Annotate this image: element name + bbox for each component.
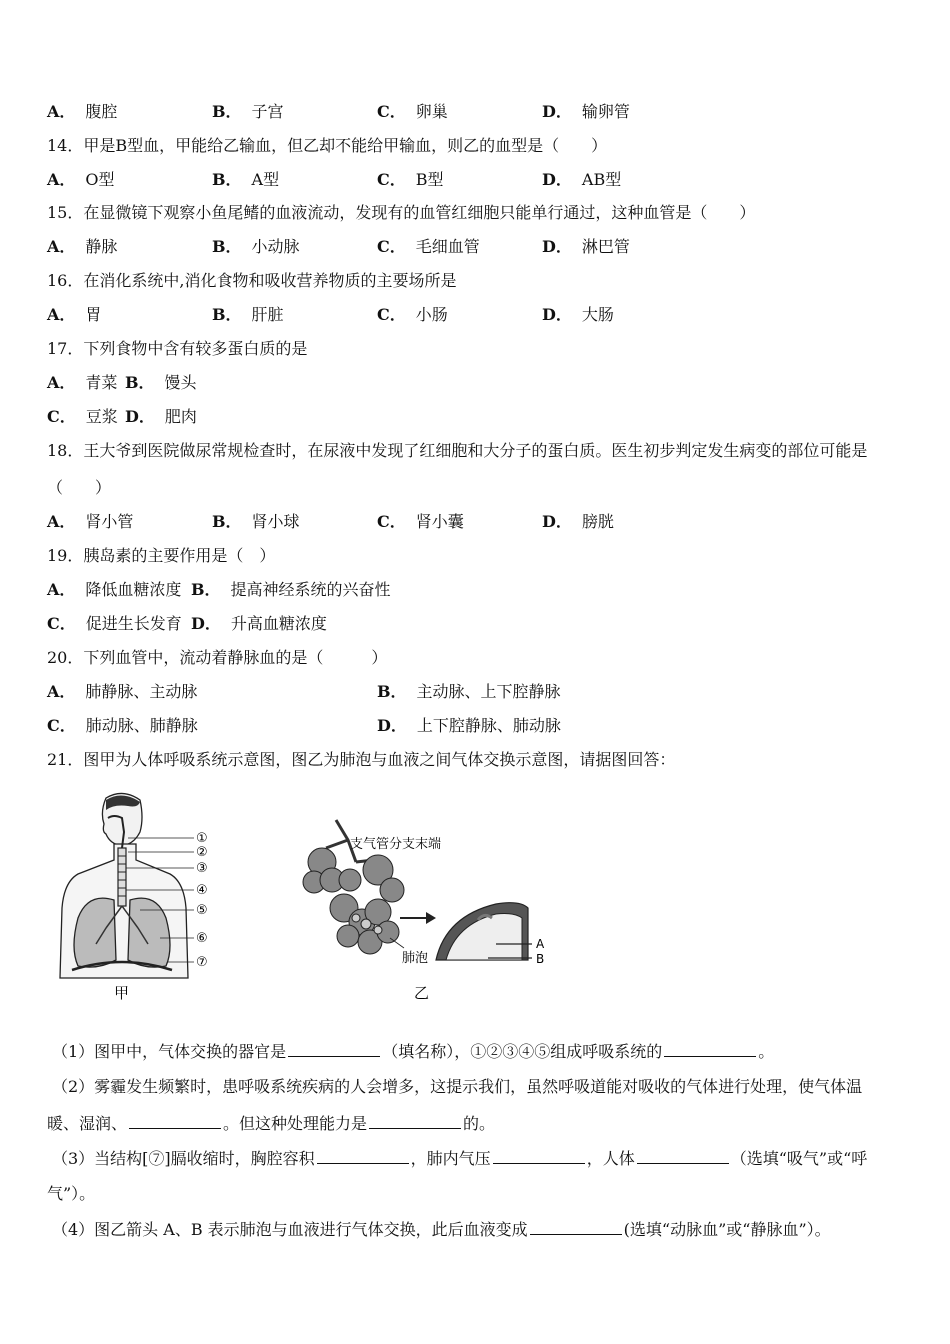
q21-stem: 21．图甲为人体呼吸系统示意图，图乙为肺泡与血液之间气体交换示意图，请据图回答： <box>47 750 676 769</box>
q16-option-a[interactable] <box>47 304 101 326</box>
option-label: D． <box>377 716 407 735</box>
q16-stem: 16．在消化系统中,消化食物和吸收营养物质的主要场所是 <box>47 271 457 290</box>
q18-stem-line2: （ ） <box>47 478 112 497</box>
q13-option-a[interactable] <box>47 101 117 123</box>
option-text: 青菜 <box>85 373 118 392</box>
option-label: D． <box>542 512 572 531</box>
option-text: 肾小囊 <box>415 512 464 531</box>
option-label: A． <box>47 682 76 701</box>
q13-option-b[interactable] <box>212 101 284 123</box>
q17-option-d[interactable] <box>125 406 197 428</box>
q14-option-d[interactable] <box>542 169 621 191</box>
figure-jia-caption: 甲 <box>114 984 130 1002</box>
sub3-part4: （选填“吸气”或“呼 <box>730 1149 868 1168</box>
option-label: B． <box>125 373 155 392</box>
option-text: 子宫 <box>251 102 284 121</box>
option-label: B． <box>212 512 242 531</box>
q19-option-a[interactable] <box>47 579 181 601</box>
option-label: A． <box>47 170 76 189</box>
alveolar-cluster <box>303 848 404 954</box>
option-label: C． <box>47 716 76 735</box>
q14-option-c[interactable] <box>377 169 444 191</box>
option-text: A型 <box>251 170 280 189</box>
figure-respiratory-system <box>48 788 228 1008</box>
option-text: 大肠 <box>581 305 614 324</box>
q16-option-c[interactable] <box>377 304 448 326</box>
label-branch-end: 支气管分支末端 <box>350 837 442 852</box>
option-text: 肾小球 <box>251 512 300 531</box>
q17-option-b[interactable] <box>125 372 197 394</box>
answer-blank[interactable] <box>493 1147 585 1164</box>
marker-7: ⑦ <box>196 955 208 970</box>
sub2-part1: 暖、湿润、 <box>47 1114 128 1133</box>
q19-option-b[interactable] <box>191 579 391 601</box>
label-alveolus: 肺泡 <box>402 951 429 966</box>
sub3-part1: （3）当结构[⑦]膈收缩时，胸腔容积 <box>52 1149 315 1168</box>
option-label: C． <box>377 305 406 324</box>
sub1-part1: （1）图甲中，气体交换的器官是 <box>52 1042 287 1061</box>
marker-3: ③ <box>196 861 208 876</box>
option-text: 肝脏 <box>251 305 284 324</box>
option-text: 上下腔静脉、肺动脉 <box>416 716 561 735</box>
q17-option-a[interactable] <box>47 372 117 394</box>
q18-option-a[interactable] <box>47 511 133 533</box>
option-text: 肺动脉、肺静脉 <box>85 716 198 735</box>
q15-stem: 15．在显微镜下观察小鱼尾鳍的血液流动，发现有的血管红细胞只能单行通过，这种血管是（ ） <box>47 203 756 222</box>
q19-stem: 19．胰岛素的主要作用是（ ） <box>47 546 276 565</box>
marker-1: ① <box>196 831 208 846</box>
sub3-part3: ，人体 <box>586 1149 635 1168</box>
answer-blank[interactable] <box>288 1040 380 1057</box>
option-label: C． <box>377 170 406 189</box>
option-label: D． <box>125 407 155 426</box>
q20-stem: 20．下列血管中，流动着静脉血的是（ ） <box>47 648 388 667</box>
option-label: A． <box>47 305 76 324</box>
q18-option-c[interactable] <box>377 511 464 533</box>
option-label: C． <box>377 237 406 256</box>
q19-option-c[interactable] <box>47 613 182 635</box>
sub2-part2: 。但这种处理能力是 <box>223 1114 368 1133</box>
q21-sub3-line2: 气”）。 <box>47 1184 96 1203</box>
q21-sub4 <box>52 1218 831 1241</box>
q18-option-d[interactable] <box>542 511 614 533</box>
option-label: C． <box>47 614 76 633</box>
option-text: 肥肉 <box>164 407 197 426</box>
option-label: A． <box>47 580 76 599</box>
option-text: 主动脉、上下腔静脉 <box>416 682 561 701</box>
option-label: B． <box>212 237 242 256</box>
option-label: D． <box>191 614 221 633</box>
option-text: 膀胱 <box>581 512 614 531</box>
q19-option-d[interactable] <box>191 613 327 635</box>
option-label: A． <box>47 102 76 121</box>
option-text: 降低血糖浓度 <box>85 580 182 599</box>
option-text: 小动脉 <box>251 237 300 256</box>
label-b: B <box>536 952 545 966</box>
sub1-part2: （填名称），①②③④⑤组成呼吸系统的 <box>382 1042 663 1061</box>
label-a: A <box>536 937 545 951</box>
marker-5: ⑤ <box>196 903 208 918</box>
option-label: B． <box>212 102 242 121</box>
option-text: 提高神经系统的兴奋性 <box>230 580 391 599</box>
q14-option-b[interactable] <box>212 169 279 191</box>
q20-option-c[interactable] <box>47 715 198 737</box>
marker-2: ② <box>196 845 208 860</box>
option-label: B． <box>212 305 242 324</box>
option-text: 腹腔 <box>85 102 118 121</box>
sub1-part3: 。 <box>758 1042 775 1061</box>
option-text: B型 <box>415 170 444 189</box>
q14-stem: 14．甲是B型血，甲能给乙输血，但乙却不能给甲输血，则乙的血型是（ ） <box>47 136 608 155</box>
q20-option-d[interactable] <box>377 715 561 737</box>
answer-blank[interactable] <box>369 1112 461 1129</box>
option-text: 小肠 <box>415 305 448 324</box>
option-text: 输卵管 <box>581 102 630 121</box>
option-label: D． <box>542 170 572 189</box>
alveolus-diagram <box>296 800 556 1010</box>
option-label: C． <box>47 407 76 426</box>
respiratory-diagram <box>48 788 228 1008</box>
option-label: A． <box>47 373 76 392</box>
q21-sub3-line1 <box>52 1147 867 1170</box>
option-text: O型 <box>85 170 115 189</box>
option-label: C． <box>377 512 406 531</box>
option-label: B． <box>191 580 221 599</box>
q13-option-c[interactable] <box>377 101 448 123</box>
q17-stem: 17．下列食物中含有较多蛋白质的是 <box>47 339 308 358</box>
sub3-part2: ，肺内气压 <box>410 1149 491 1168</box>
option-label: B． <box>212 170 242 189</box>
sub2-part3: 的。 <box>463 1114 496 1133</box>
option-text: 肺静脉、主动脉 <box>85 682 198 701</box>
option-text: 淋巴管 <box>581 237 630 256</box>
q15-option-d[interactable] <box>542 236 630 258</box>
q17-option-c[interactable] <box>47 406 118 428</box>
option-label: D． <box>542 102 572 121</box>
q18-stem-line1: 18．王大爷到医院做尿常规检查时，在尿液中发现了红细胞和大分子的蛋白质。医生初步判定发生病变的部位可能是 <box>47 441 868 460</box>
sub4-part1: （4）图乙箭头 A、B 表示肺泡与血液进行气体交换，此后血液变成 <box>52 1220 528 1239</box>
q15-option-c[interactable] <box>377 236 480 258</box>
option-text: 促进生长发育 <box>85 614 182 633</box>
option-text: 卵巢 <box>415 102 448 121</box>
trachea <box>118 848 126 906</box>
q21-sub2-line1: （2）雾霾发生频繁时，患呼吸系统疾病的人会增多，这提示我们，虽然呼吸道能对吸收的气体进行处理，使气体温 <box>52 1077 863 1096</box>
answer-blank[interactable] <box>530 1218 622 1235</box>
option-label: D． <box>542 305 572 324</box>
marker-6: ⑥ <box>196 931 208 946</box>
option-label: C． <box>377 102 406 121</box>
option-text: 胃 <box>85 305 102 324</box>
answer-blank[interactable] <box>664 1040 756 1057</box>
q13-option-d[interactable] <box>542 101 630 123</box>
marker-4: ④ <box>196 883 208 898</box>
option-text: 静脉 <box>85 237 118 256</box>
figure-alveolus-exchange <box>296 800 556 1010</box>
q15-option-b[interactable] <box>212 236 300 258</box>
answer-blank[interactable] <box>317 1147 409 1164</box>
option-text: 馒头 <box>164 373 197 392</box>
option-text: 肾小管 <box>85 512 134 531</box>
option-label: A． <box>47 237 76 256</box>
option-text: 升高血糖浓度 <box>230 614 327 633</box>
q20-option-a[interactable] <box>47 681 197 703</box>
option-label: B． <box>377 682 407 701</box>
q21-sub2-line2 <box>47 1112 495 1135</box>
q16-option-d[interactable] <box>542 304 614 326</box>
answer-blank[interactable] <box>129 1112 221 1129</box>
option-text: 豆浆 <box>85 407 118 426</box>
figure-yi-caption: 乙 <box>414 984 430 1002</box>
option-label: A． <box>47 512 76 531</box>
option-text: AB型 <box>581 170 622 189</box>
q18-option-b[interactable] <box>212 511 300 533</box>
q15-option-a[interactable] <box>47 236 117 258</box>
answer-blank[interactable] <box>637 1147 729 1164</box>
sub4-part2: (选填“动脉血”或“静脉血”）。 <box>623 1220 831 1239</box>
q16-option-b[interactable] <box>212 304 284 326</box>
q21-sub1 <box>52 1040 774 1063</box>
q14-option-a[interactable] <box>47 169 115 191</box>
option-text: 毛细血管 <box>415 237 480 256</box>
option-label: D． <box>542 237 572 256</box>
q20-option-b[interactable] <box>377 681 561 703</box>
